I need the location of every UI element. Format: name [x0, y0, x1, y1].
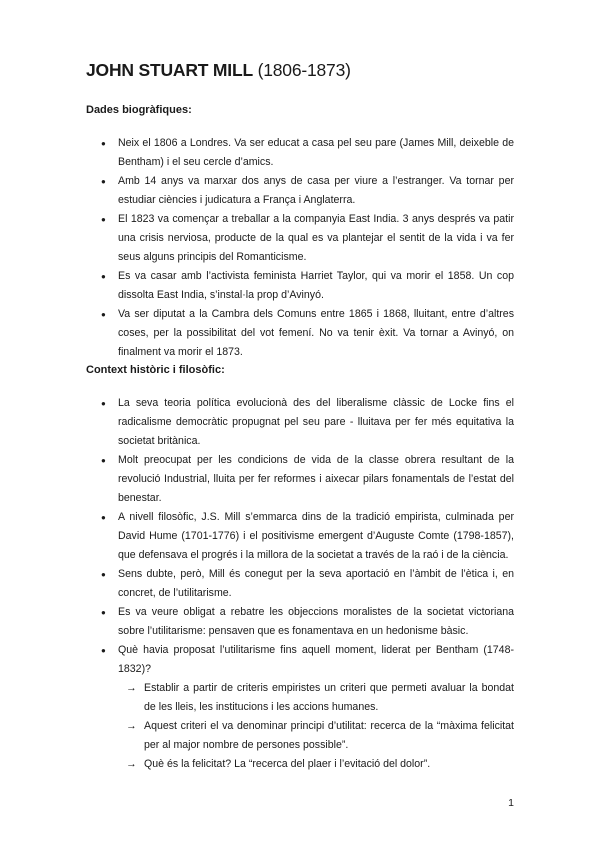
title-dates: (1806-1873)	[257, 60, 351, 80]
list-item-text: Què havia proposat l’utilitarisme fins aquell moment, liderat per Bentham (1748-1832)?	[118, 644, 514, 675]
list-item: ● El 1823 va començar a treballar a la companyia East India. 3 anys després va patir una crisis nerviosa, producte de la qual es va plantejar el sentit de la vida i va fer seus alguns principis del Romanticisme.	[86, 210, 514, 267]
list-item: ● Neix el 1806 a Londres. Va ser educat a casa pel seu pare (James Mill, deixeble de Bentham) i el seu cercle d’amics.	[86, 134, 514, 172]
list-item: ● Va ser diputat a la Cambra dels Comuns entre 1865 i 1868, lluitant, entre d’altres coses, per la possibilitat del vot femení. No va tenir èxit. Va tornar a Avinyó, on finalment va morir el 1873.	[86, 305, 514, 362]
biography-list	[86, 134, 514, 362]
sub-list	[118, 679, 514, 774]
list-item: ● La seva teoria política evolucionà des del liberalisme clàssic de Locke fins el radicalisme democràtic propugnat pel seu pare - lluitava per fer més equitativa la societat britànica.	[86, 394, 514, 451]
section-heading-context: Context històric i filosòfic:	[86, 364, 225, 376]
section-heading-biography: Dades biogràfiques:	[86, 104, 192, 116]
title-name: JOHN STUART MILL	[86, 60, 253, 80]
list-item: ● A nivell filosòfic, J.S. Mill s’emmarca dins de la tradició empirista, culminada per David Hume (1701-1776) i el positivisme emergent d’Auguste Comte (1798-1857), que defensava el progrés i la millora de la societat a través de la raó i de la ciència.	[86, 508, 514, 565]
list-item: ● Molt preocupat per les condicions de vida de la classe obrera resultant de la revolució Industrial, lluita per fer reformes i aixecar pilars fonamentals de l’estat del benestar.	[86, 451, 514, 508]
sub-list-item: → Establir a partir de criteris empiristes un criteri que permeti avaluar la bondat de les lleis, les institucions i les accions humanes.	[118, 679, 514, 717]
sub-list-item: → Què és la felicitat? La “recerca del plaer i l’evitació del dolor”.	[118, 755, 514, 774]
list-item: ● Sens dubte, però, Mill és conegut per la seva aportació en l’àmbit de l’ètica i, en concret, de l’utilitarisme.	[86, 565, 514, 603]
context-list	[86, 394, 514, 774]
page-title	[86, 60, 351, 81]
list-item: ● Es va veure obligat a rebatre les objeccions moralistes de la societat victoriana sobre l’utilitarisme: pensaven que es fonamentava en un hedonisme bàsic.	[86, 603, 514, 641]
list-item: ● Amb 14 anys va marxar dos anys de casa per viure a l’estranger. Va tornar per estudiar ciències i judicatura a França i Anglaterra.	[86, 172, 514, 210]
list-item: ● Es va casar amb l’activista feminista Harriet Taylor, qui va morir el 1858. Un cop dissolta East India, s’instal·la prop d’Avinyó.	[86, 267, 514, 305]
list-item-with-subitems	[86, 641, 514, 774]
sub-list-item: → Aquest criteri el va denominar principi d’utilitat: recerca de la “màxima felicitat per al major nombre de persones possible”.	[118, 717, 514, 755]
page-number: 1	[508, 797, 514, 809]
